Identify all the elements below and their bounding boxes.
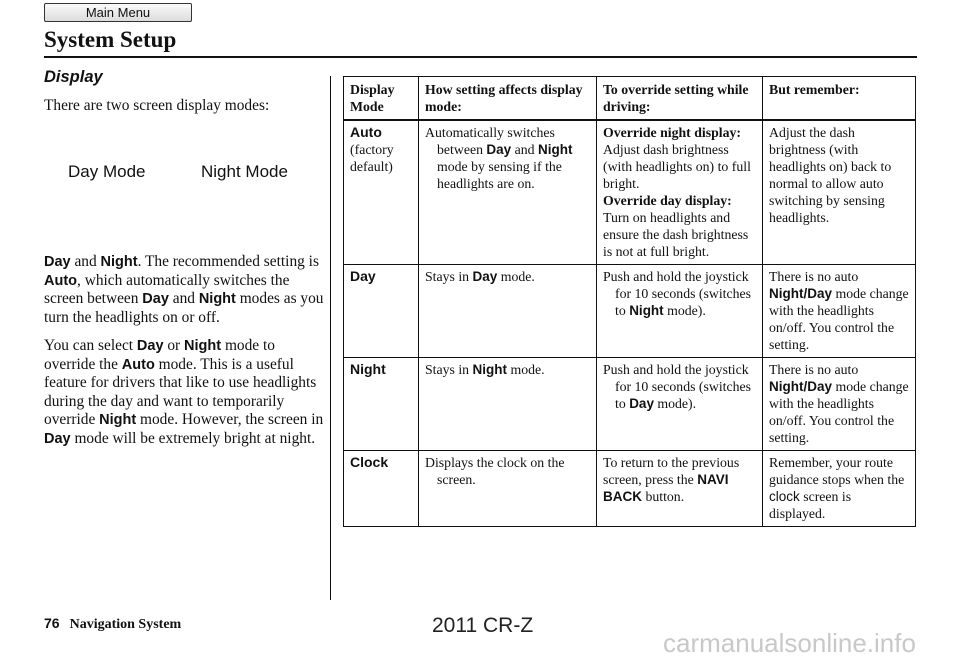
col-header-effect: How setting affects display mode: (419, 77, 597, 121)
model-watermark: 2011 CR-Z (432, 614, 534, 637)
intro-text: There are two screen display modes: (44, 96, 270, 114)
site-watermark: carmanualsonline.info (663, 628, 916, 658)
table-header-row (344, 77, 916, 121)
mode-images (44, 163, 326, 235)
night-mode-label: Night Mode (201, 162, 288, 181)
page-title: System Setup (44, 27, 177, 52)
table-row-auto (344, 120, 916, 265)
table-row-night (344, 358, 916, 451)
cell-remember: Adjust the dash brightness (with headlights on) back to normal to allow auto switching by sensing headlights. (763, 120, 916, 265)
page-footer (44, 615, 181, 633)
cell-override: Override night display: Adjust dash brightness (with headlights on) to full bright. Override day display: Turn on headlights and ensure the dash brightness is not at full bright. (597, 120, 763, 265)
cell-override: Push and hold the joystick for 10 seconds (switches to Night mode). (597, 265, 763, 358)
column-divider (330, 76, 331, 600)
display-section (44, 68, 326, 458)
cell-mode: Clock (344, 451, 419, 527)
table-row-clock (344, 451, 916, 527)
cell-mode: Night (344, 358, 419, 451)
main-menu-button[interactable]: Main Menu (44, 3, 192, 22)
col-header-remember: But remember: (763, 77, 916, 121)
paragraph-override: You can select Day or Night mode to override the Auto mode. This is a useful feature for drivers that like to use headlights during the day and want to temporarily override Night mode. However, the screen in Day mode will be extremely bright at night. (44, 337, 324, 447)
cell-override: Push and hold the joystick for 10 seconds (switches to Day mode). (597, 358, 763, 451)
header-rule (44, 56, 917, 58)
display-mode-table (343, 76, 916, 527)
table-row-day (344, 265, 916, 358)
cell-remember: There is no auto Night/Day mode change with the headlights on/off. You control the setting. (763, 358, 916, 451)
section-heading: Display (44, 68, 103, 86)
cell-effect: Displays the clock on the screen. (419, 451, 597, 527)
cell-remember: There is no auto Night/Day mode change with the headlights on/off. You control the setting. (763, 265, 916, 358)
col-header-override: To override setting while driving: (597, 77, 763, 121)
paragraph-modes: Day and Night. The recommended setting is Auto, which automatically switches the screen between Day and Night modes as you turn the headlights on or off. (44, 253, 324, 326)
day-mode-label: Day Mode (68, 162, 146, 181)
col-header-mode: Display Mode (344, 77, 419, 121)
cell-mode: Day (344, 265, 419, 358)
cell-remember: Remember, your route guidance stops when the clock screen is displayed. (763, 451, 916, 527)
footer-section-title: Navigation System (69, 617, 182, 632)
cell-effect: Automatically switches between Day and Night mode by sensing if the headlights are on. (419, 120, 597, 265)
page-number: 76 (44, 615, 60, 631)
cell-mode: Auto (factory default) (344, 120, 419, 265)
cell-effect: Stays in Night mode. (419, 358, 597, 451)
cell-effect: Stays in Day mode. (419, 265, 597, 358)
cell-override: To return to the previous screen, press the NAVI BACK button. (597, 451, 763, 527)
